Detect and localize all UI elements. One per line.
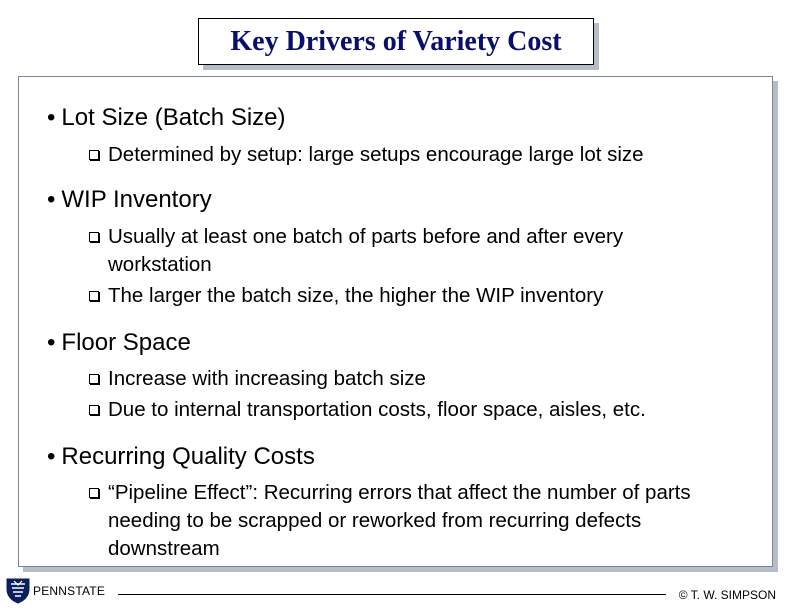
checkbox-bullet-icon xyxy=(89,232,99,242)
checkbox-bullet-icon xyxy=(89,488,99,498)
bullet-lot-size xyxy=(47,104,286,132)
bullet-label: Lot Size (Batch Size) xyxy=(61,104,286,131)
content-panel xyxy=(18,76,773,567)
checkbox-bullet-icon xyxy=(89,374,99,384)
checkbox-bullet-icon xyxy=(89,150,99,160)
sub-item xyxy=(89,141,749,169)
bullet-dot: • xyxy=(47,329,56,356)
sub-item-text: The larger the batch size, the higher the WIP inventory xyxy=(108,284,604,307)
sub-item xyxy=(89,365,749,393)
bullet-recurring-quality-costs xyxy=(47,443,315,471)
shield-icon xyxy=(6,578,30,604)
bullet-dot: • xyxy=(47,443,56,470)
checkbox-bullet-icon xyxy=(89,405,99,415)
copyright: © T. W. SIMPSON xyxy=(678,588,776,602)
sub-item-text: Determined by setup: large setups encourage large lot size xyxy=(108,143,644,166)
footer-divider xyxy=(118,594,666,595)
sub-item-text: “Pipeline Effect”: Recurring errors that affect the number of parts needing to be scrapped or reworked from recurring defects downstream xyxy=(108,481,691,560)
bullet-floor-space xyxy=(47,329,191,357)
sub-item xyxy=(89,282,749,310)
bullet-label: Floor Space xyxy=(61,329,191,356)
bullet-dot: • xyxy=(47,186,56,213)
sub-item xyxy=(89,396,749,424)
logo-text: PENNSTATE xyxy=(33,584,106,598)
sub-item-text: Usually at least one batch of parts before and after every workstation xyxy=(108,225,624,276)
checkbox-bullet-icon xyxy=(89,291,99,301)
sub-item xyxy=(89,479,734,563)
bullet-dot: • xyxy=(47,104,56,131)
sub-item-text: Increase with increasing batch size xyxy=(108,367,426,390)
bullet-label: Recurring Quality Costs xyxy=(61,443,315,470)
slide-title: Key Drivers of Variety Cost xyxy=(230,25,562,57)
title-box xyxy=(198,18,594,65)
bullet-label: WIP Inventory xyxy=(61,186,212,213)
sub-item xyxy=(89,223,709,279)
pennstate-logo xyxy=(6,578,105,604)
bullet-wip-inventory xyxy=(47,186,212,214)
sub-item-text: Due to internal transportation costs, floor space, aisles, etc. xyxy=(108,398,646,421)
